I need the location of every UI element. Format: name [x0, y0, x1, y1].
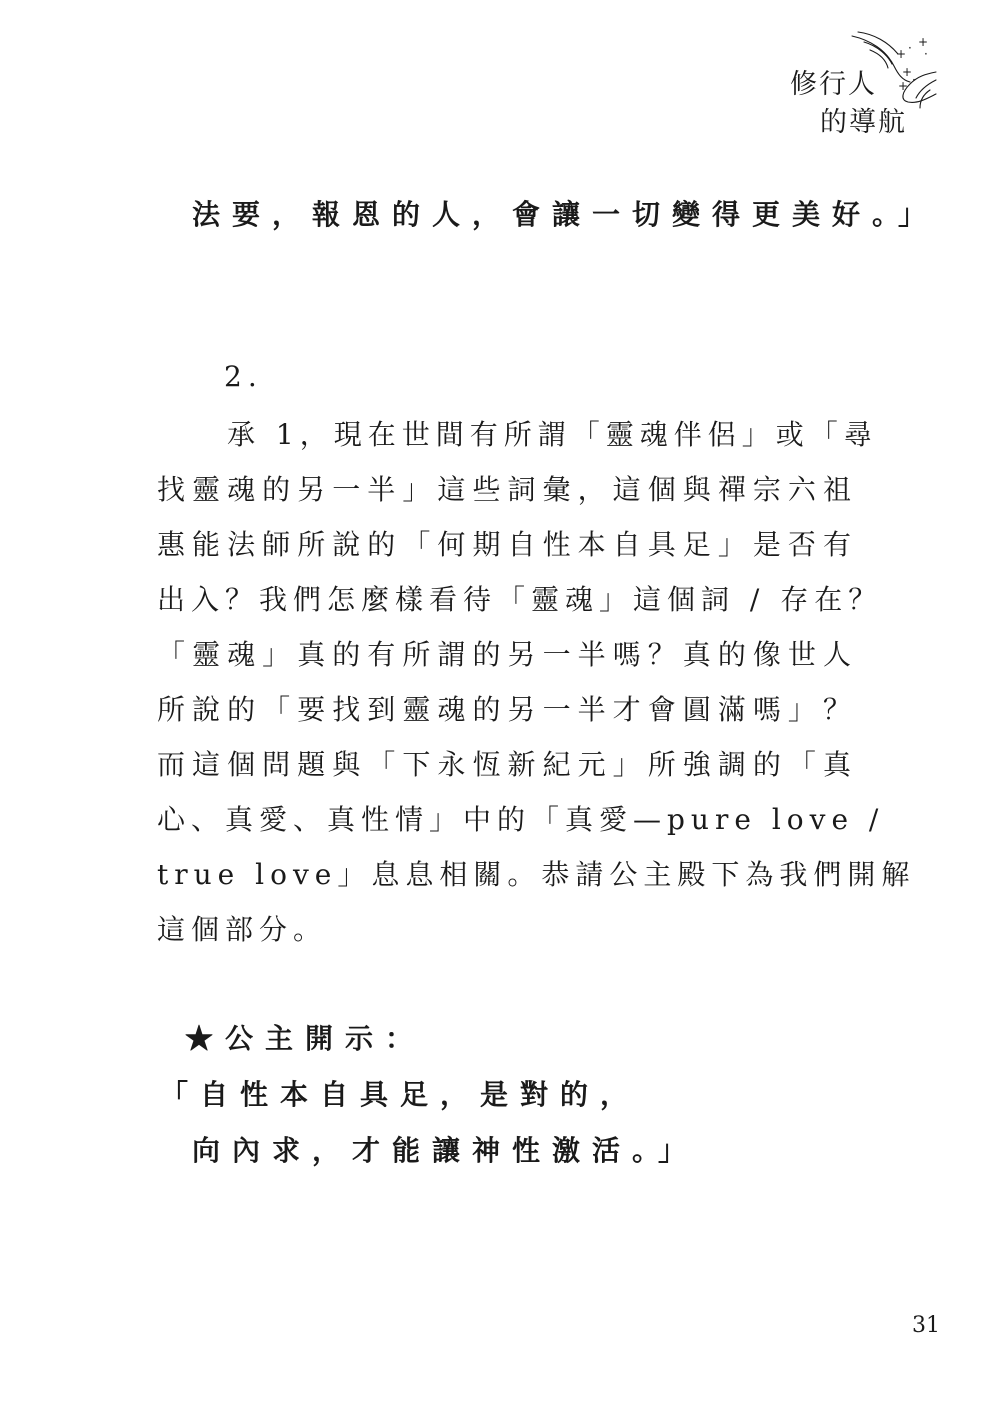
section-number: 2.	[224, 360, 263, 393]
question-line: 而這個問題與「下永恆新紀元」所強調的「真	[157, 748, 857, 781]
svg-text:+: +	[902, 65, 913, 79]
svg-text:·: ·	[912, 73, 916, 87]
answer-line: 向內求，才能讓神性激活。」	[192, 1134, 699, 1167]
answer-heading: ★公主開示：	[185, 1022, 426, 1055]
header-title-line-1: 修行人	[790, 69, 877, 100]
running-header	[790, 28, 940, 138]
svg-text:·: ·	[908, 41, 912, 55]
svg-text:+: +	[918, 35, 929, 49]
svg-text:+: +	[898, 79, 909, 93]
question-line: 出入？我們怎麼樣看待「靈魂」這個詞 / 存在？	[157, 583, 883, 616]
question-line: true love」息息相關。恭請公主殿下為我們開解	[157, 858, 916, 891]
question-line: 心、真愛、真性情」中的「真愛—pure love /	[157, 803, 885, 836]
question-line: 承 1，現在世間有所謂「靈魂伴侶」或「尋	[227, 418, 878, 451]
page-number: 31	[912, 1313, 940, 1338]
question-line: 這個部分。	[157, 913, 328, 946]
question-line: 「靈魂」真的有所謂的另一半嗎？真的像世人	[157, 638, 857, 671]
question-line: 所說的「要找到靈魂的另一半才會圓滿嗎」？	[157, 693, 857, 726]
question-line: 找靈魂的另一半」這些詞彙，這個與禪宗六祖	[157, 473, 857, 506]
header-title-line-2: 的導航	[820, 107, 907, 138]
answer-line: 「自性本自具足，是對的，	[160, 1078, 641, 1111]
top-quote: 法要，報恩的人，會讓一切變得更美好。」	[192, 198, 939, 231]
svg-text:+: +	[896, 47, 907, 61]
svg-text:·: ·	[924, 47, 928, 61]
question-line: 惠能法師所說的「何期自性本自具足」是否有	[157, 528, 857, 561]
